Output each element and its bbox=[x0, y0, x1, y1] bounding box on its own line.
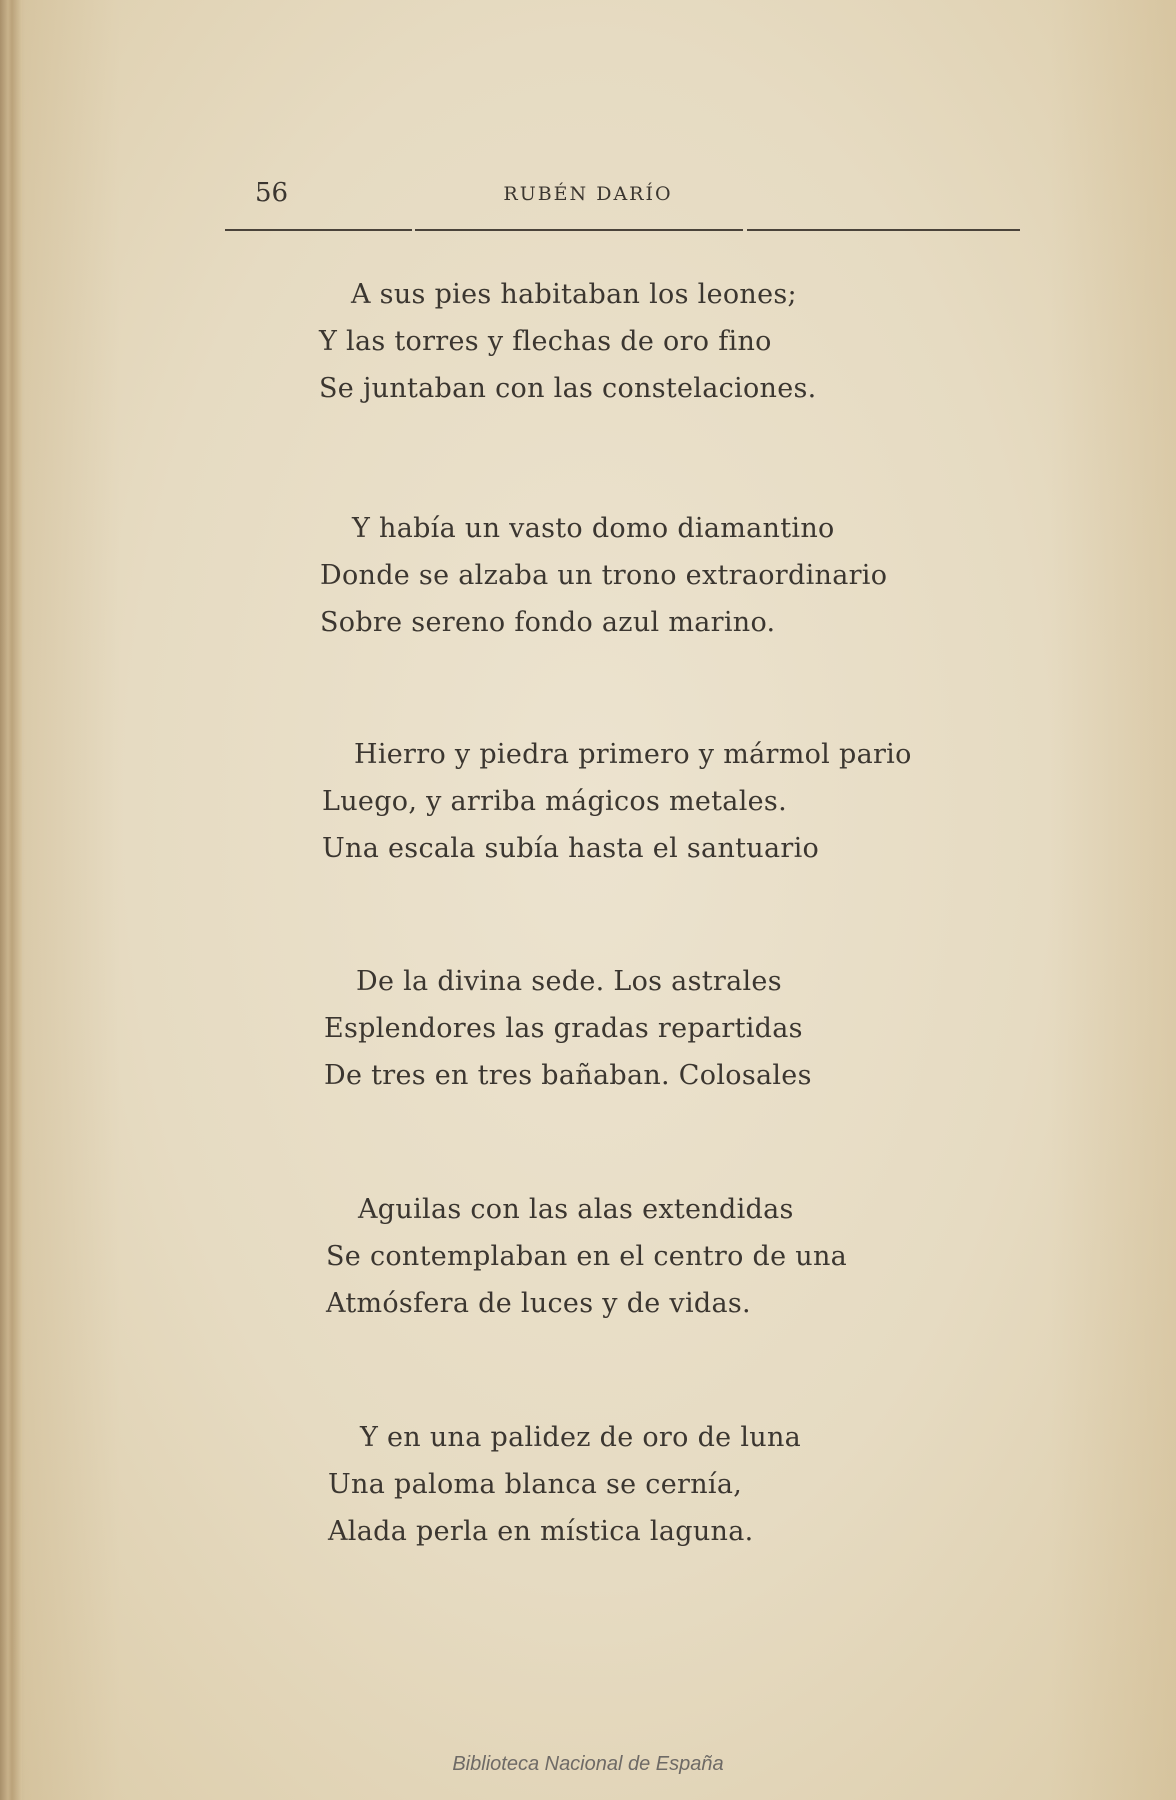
verse-line: A sus pies habitaban los leones; bbox=[351, 279, 797, 310]
running-head: RUBÉN DARÍO bbox=[503, 183, 673, 205]
book-spine-edge bbox=[0, 0, 22, 1800]
verse-line: Se contemplaban en el centro de una bbox=[326, 1241, 848, 1272]
verse-line: Alada perla en mística laguna. bbox=[328, 1516, 754, 1547]
verse-line: Hierro y piedra primero y mármol pario bbox=[354, 739, 912, 770]
verse-line: Atmósfera de luces y de vidas. bbox=[326, 1288, 751, 1319]
verse-line: Y en una palidez de oro de luna bbox=[360, 1422, 802, 1453]
verse-line: Se juntaban con las constelaciones. bbox=[319, 373, 817, 404]
verse-line: Y las torres y flechas de oro fino bbox=[319, 326, 772, 357]
header-rule bbox=[225, 229, 412, 231]
header-rule bbox=[747, 229, 1020, 231]
verse-line: Una paloma blanca se cernía, bbox=[328, 1469, 743, 1500]
stanza bbox=[322, 731, 912, 872]
header-rule bbox=[415, 229, 743, 231]
page-number: 56 bbox=[255, 178, 289, 208]
stanza bbox=[328, 1414, 801, 1555]
verse-line: De la divina sede. Los astrales bbox=[356, 966, 782, 997]
library-watermark: Biblioteca Nacional de España bbox=[452, 1753, 724, 1775]
verse-line: Donde se alzaba un trono extraordinario bbox=[320, 560, 888, 591]
stanza bbox=[319, 271, 817, 412]
verse-line: Luego, y arriba mágicos metales. bbox=[322, 786, 787, 817]
verse-line: Y había un vasto domo diamantino bbox=[352, 513, 835, 544]
stanza bbox=[326, 1186, 847, 1327]
verse-line: Esplendores las gradas repartidas bbox=[324, 1013, 803, 1044]
verse-line: Una escala subía hasta el santuario bbox=[322, 833, 820, 864]
verse-line: Sobre sereno fondo azul marino. bbox=[320, 607, 776, 638]
stanza bbox=[320, 505, 887, 646]
stanza bbox=[324, 958, 812, 1099]
verse-line: Aguilas con las alas extendidas bbox=[358, 1194, 794, 1225]
verse-line: De tres en tres bañaban. Colosales bbox=[324, 1060, 812, 1091]
